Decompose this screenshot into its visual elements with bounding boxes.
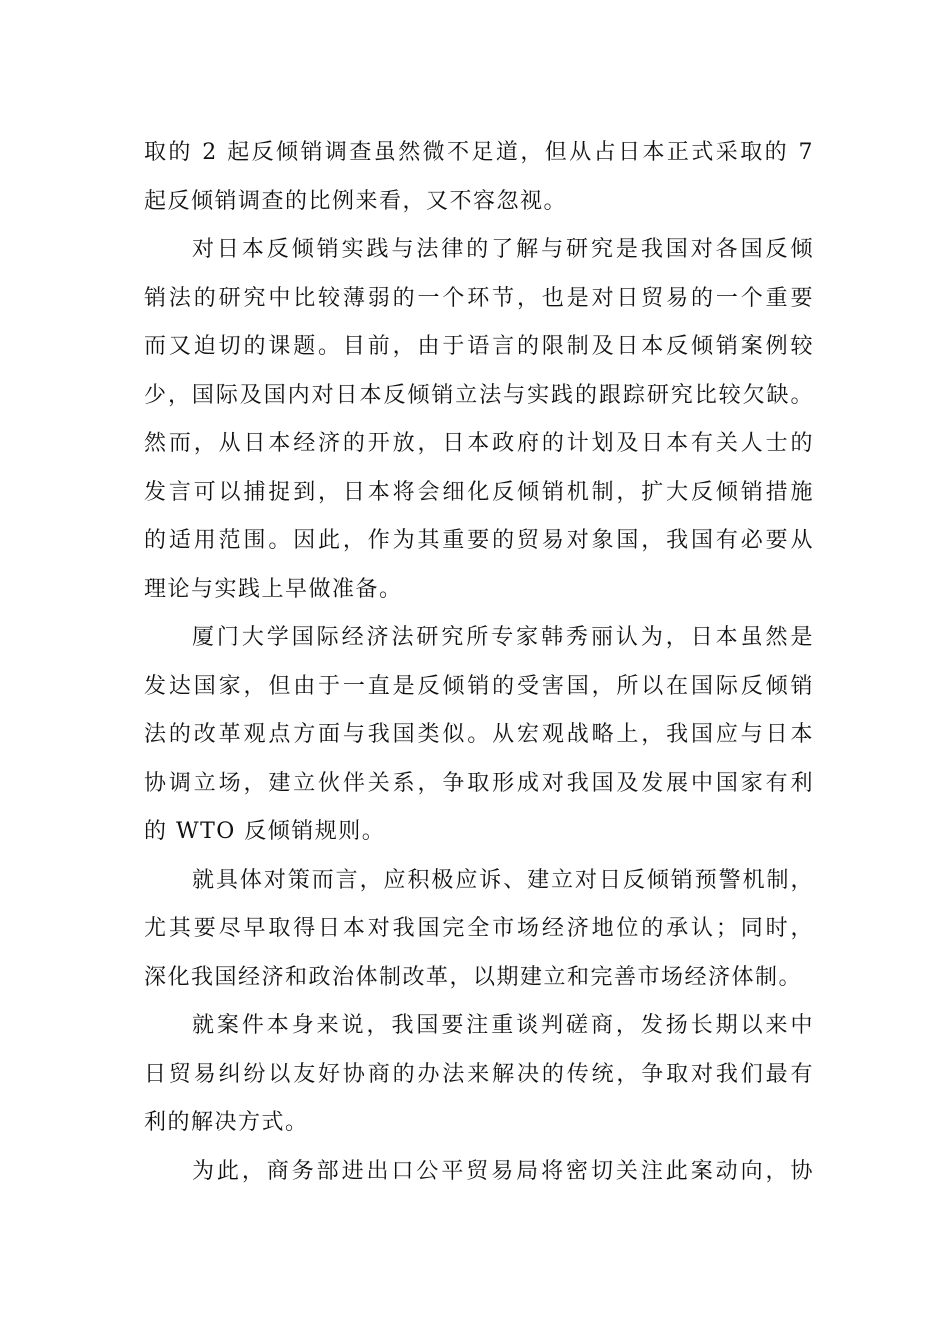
text-line: 发达国家，但由于一直是反倾销的受害国，所以在国际反倾销 bbox=[144, 673, 814, 699]
text-line: 协调立场，建立伙伴关系，争取形成对我国及发展中国家有利 bbox=[144, 770, 814, 796]
text-line: 就具体对策而言，应积极应诉、建立对日反倾销预警机制， bbox=[192, 867, 814, 893]
text-line: 取的 2 起反倾销调查虽然微不足道，但从占日本正式采取的 7 bbox=[144, 140, 814, 165]
text-line: 对日本反倾销实践与法律的了解与研究是我国对各国反倾 bbox=[192, 237, 814, 262]
body-text bbox=[144, 129, 814, 1196]
text-line: 就案件本身来说，我国要注重谈判磋商，发扬长期以来中 bbox=[192, 1013, 814, 1038]
text-line: 法的改革观点方面与我国类似。从宏观战略上，我国应与日本 bbox=[144, 722, 814, 747]
text-line: 销法的研究中比较薄弱的一个环节，也是对日贸易的一个重要 bbox=[144, 285, 814, 311]
text-line: 厦门大学国际经济法研究所专家韩秀丽认为，日本虽然是 bbox=[192, 625, 814, 650]
text-line: 少，国际及国内对日本反倾销立法与实践的跟踪研究比较欠缺。 bbox=[144, 382, 814, 408]
text-line: 理论与实践上早做准备。 bbox=[144, 576, 403, 602]
text-line: 日贸易纠纷以友好协商的办法来解决的传统，争取对我们最有 bbox=[144, 1061, 814, 1087]
text-line: 利的解决方式。 bbox=[144, 1110, 309, 1135]
text-line: 发言可以捕捉到，日本将会细化反倾销机制，扩大反倾销措施 bbox=[144, 479, 814, 505]
text-line: 深化我国经济和政治体制改革，以期建立和完善市场经济体制。 bbox=[144, 964, 803, 990]
text-line: 的适用范围。因此，作为其重要的贸易对象国，我国有必要从 bbox=[144, 528, 814, 553]
text-line: 然而，从日本经济的开放，日本政府的计划及日本有关人士的 bbox=[144, 431, 814, 456]
text-line: 的 WTO 反倾销规则。 bbox=[144, 819, 386, 844]
text-line: 起反倾销调查的比例来看，又不容忽视。 bbox=[144, 188, 568, 214]
text-line: 而又迫切的课题。目前，由于语言的限制及日本反倾销案例较 bbox=[144, 334, 814, 359]
text-line: 为此，商务部进出口公平贸易局将密切关注此案动向，协 bbox=[192, 1158, 814, 1184]
text-line: 尤其要尽早取得日本对我国完全市场经济地位的承认；同时， bbox=[144, 916, 814, 941]
